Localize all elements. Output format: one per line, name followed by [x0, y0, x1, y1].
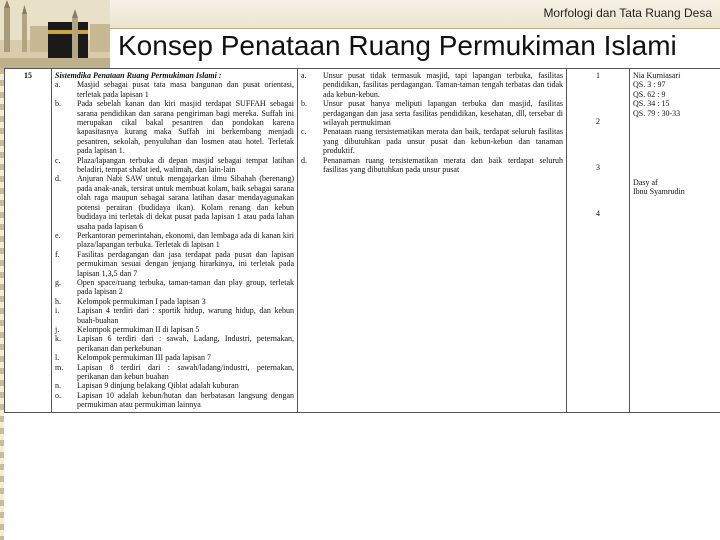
- list-item-letter: a.: [55, 80, 61, 90]
- list-item-letter: e.: [55, 230, 61, 240]
- system-list: [55, 80, 294, 409]
- list-item-letter: o.: [55, 390, 61, 400]
- list-item-text: Perkantoran pemerintahan, ekonomi, dan lembaga ada di kanan kiri plaza/lapangan terbuka. Terletak di lapisan 1: [77, 230, 294, 250]
- list-item-text: Masjid sebagai pusat tata masa bangunan dan pusat orientasi, terletak pada lapisan 1: [77, 80, 294, 99]
- slide-title: Konsep Penataan Ruang Permukiman Islami: [118, 30, 677, 61]
- list-item: [55, 250, 294, 278]
- list-item-text: Open space/ruang terbuka, taman-taman dan play group, terletak pada lapisan 2: [77, 277, 294, 297]
- list-item-letter: h.: [55, 296, 61, 306]
- item-number: 2: [596, 117, 600, 126]
- list-item: [55, 306, 294, 325]
- references-list-2: [633, 178, 720, 197]
- header-subtitle: Morfologi dan Tata Ruang Desa: [543, 6, 712, 20]
- references-list: [633, 71, 720, 118]
- reference-line: QS. 62 : 9: [633, 89, 666, 99]
- list-item-letter: a.: [301, 71, 307, 80]
- list-item-letter: d.: [55, 174, 61, 184]
- references-gap: [633, 118, 720, 178]
- item-number: 3: [596, 163, 600, 172]
- item-number: 4: [596, 209, 600, 218]
- list-item-text: Kelompok permukiman I pada lapisan 3: [77, 296, 206, 306]
- reference-line: Dasy af: [633, 178, 658, 188]
- slide-banner: [0, 0, 720, 68]
- list-item-letter: c.: [301, 127, 307, 137]
- content-table: [4, 68, 720, 413]
- list-item: [55, 325, 294, 334]
- list-item-text: Plaza/lapangan terbuka di depan masjid sebagai tempat latihan beladiri, tempat shalat ied, walimah, dan lain-lain: [77, 155, 294, 175]
- list-item: [55, 297, 294, 306]
- reference-line: QS. 34 : 15: [633, 99, 670, 109]
- elements-list: [301, 71, 563, 174]
- list-item-text: Anjuran Nabi SAW untuk mengajarkan ilmu Sibahah (berenang) pada anak-anak, tersirat untuk membuat kolam, baik sebagai sarana olah raga maupun sebagai sarana latihan dasar mendayagunakan potensi perairan (budidaya ikan). Kolam renang dan kebun budidaya ini terletak di dekat pusat pada lapisan 1 atau pada lahan usaha pada lapisan 6: [77, 174, 294, 231]
- list-item: [55, 391, 294, 410]
- list-item: [301, 156, 563, 175]
- list-item: [55, 99, 294, 155]
- list-item-text: Lapisan 6 terdiri dari : sawah, Ladang, Industri, peternakan, perikanan dan perkebunan: [77, 334, 294, 353]
- row-number: 15: [5, 69, 52, 413]
- list-item-letter: d.: [301, 155, 307, 165]
- references-cell: [630, 69, 720, 413]
- list-item: [55, 80, 294, 99]
- reference-line: QS. 3 : 97: [633, 80, 666, 90]
- list-item-text: Lapisan 8 terdiri dari : sawah/ladang/industri, peternakan, perikanan dan kebun buahan: [77, 362, 294, 381]
- list-item-letter: b.: [55, 99, 61, 109]
- list-item: [55, 231, 294, 250]
- item-number: 1: [596, 71, 600, 80]
- reference-line: Nia Kurniasari: [633, 71, 681, 80]
- list-item-text: Penataan ruang tersistematikan merata dan baik, terdapat seluruh fasilitas yang dibutuhkan pada unsur pusat dan kebun-kebun dan tanaman produktif.: [323, 127, 563, 156]
- list-item-letter: b.: [301, 99, 307, 109]
- list-item: [55, 174, 294, 230]
- kaaba-mosque-illustration: [0, 0, 110, 68]
- list-item: [55, 381, 294, 390]
- list-item-text: Unsur pusat tidak termasuk masjid, tapi lapangan terbuka, fasilitas pendidikan, fasilitas perdagangan. Taman-taman tengah terbatas dan tidak ada kebun-kebun.: [323, 71, 563, 99]
- list-item: [55, 278, 294, 297]
- numbers-cell: [567, 69, 630, 413]
- list-item: [301, 127, 563, 155]
- system-title: Sistemdika Penataan Ruang Permukiman Islami :: [55, 71, 222, 80]
- list-item-letter: g.: [55, 277, 61, 287]
- list-item-letter: c.: [55, 155, 61, 165]
- list-item: [55, 334, 294, 353]
- list-item-text: Kelompok permukiman II di lapisan 5: [77, 324, 200, 334]
- list-item: [301, 99, 563, 127]
- list-item-text: Lapisan 10 adalah kebun/hutan dan berbatasan langsung dengan permukiman atau permukiman lainnya: [77, 390, 294, 410]
- list-item: [301, 71, 563, 99]
- list-item: [55, 363, 294, 382]
- list-item: [55, 156, 294, 175]
- list-item: [55, 353, 294, 362]
- table-row: [5, 69, 720, 413]
- list-item-text: Unsur pusat hanya meliputi lapangan terbuka dan masjid, fasilitas perdagangan dan jasa serta fasilitas pendidikan, kesehatan, dll, tersebar di wilayah permukiman: [323, 99, 563, 128]
- reference-line: Ibnu Syamrudin: [633, 187, 685, 197]
- list-item-letter: m.: [55, 362, 64, 372]
- reference-line: QS. 79 : 30-33: [633, 108, 681, 118]
- list-item-text: Lapisan 9 dinjung belakang Qiblat adalah kuburan: [77, 381, 239, 391]
- list-item-letter: k.: [55, 334, 61, 344]
- list-item-letter: n.: [55, 381, 61, 391]
- list-item-text: Lapisan 4 terdiri dari : sportik hidup, warung hidup, dan kebun buah-buahan: [77, 306, 294, 325]
- list-item-letter: j.: [55, 324, 60, 334]
- list-item-letter: i.: [55, 306, 60, 316]
- list-item-letter: f.: [55, 249, 60, 259]
- list-item-letter: l.: [55, 353, 60, 363]
- header-band: [96, 0, 720, 29]
- list-item-text: Penanaman ruang tersistematikan merata dan baik terdapat seluruh fasilitas yang dibutuhkan pada unsur pusat: [323, 155, 563, 175]
- list-item-text: Kelompok permukiman III pada lapisan 7: [77, 353, 211, 363]
- list-item-text: Pada sebelah kanan dan kiri masjid terdapat SUFFAH sebagai sarana pendidikan dan sarana pengiriman bagi mereka. Suffah ini merupakan cikal bakal pesantren dan pondokan karena kapasitasnya kurang maka Suffah ini berkembang menjadi pesantren, sekolah, penyuluhan dan losmen atau hotel. Terletak pada lapisan 1.: [77, 99, 294, 156]
- numbers-list: [570, 71, 626, 255]
- system-cell: [52, 69, 298, 413]
- list-item-text: Fasilitas perdagangan dan jasa terdapat pada pusat dan lapisan permukiman sesuai dengan jenjang hirarkinya, ini terletak pada lapisan 1,3,5 dan 7: [77, 249, 294, 278]
- elements-cell: [298, 69, 567, 413]
